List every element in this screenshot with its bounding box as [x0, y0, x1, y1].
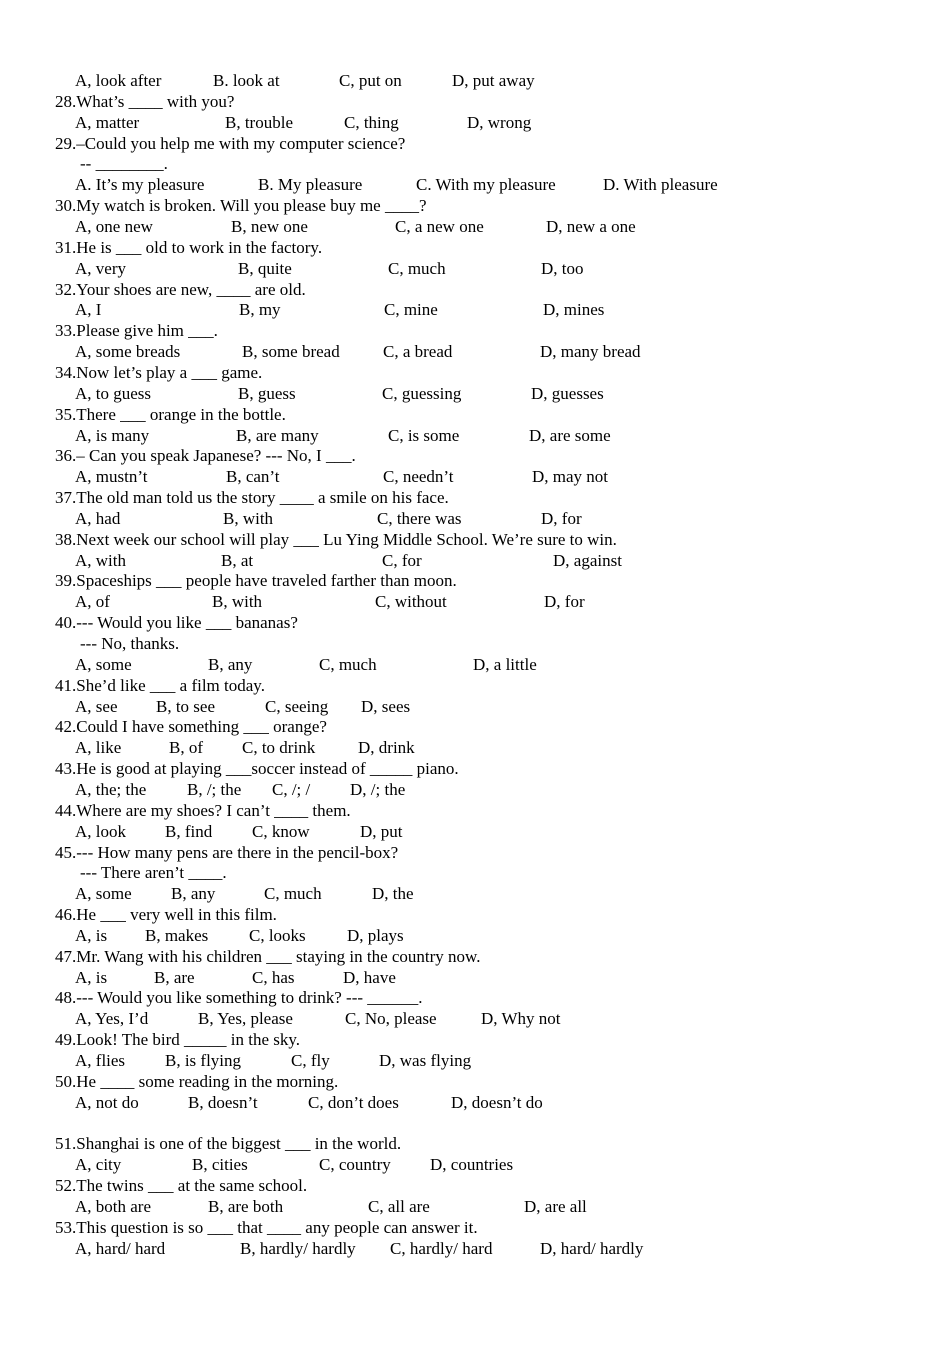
answer-options — [0, 654, 950, 675]
answer-option: B, with — [212, 592, 263, 612]
answer-option: A, both are — [75, 1196, 152, 1216]
answer-option: B, find — [165, 821, 213, 841]
answer-option: C, to drink — [242, 738, 316, 758]
answer-options — [0, 299, 950, 320]
answer-options — [0, 216, 950, 237]
question-stem: 31.He is ___ old to work in the factory. — [55, 237, 323, 257]
answer-option: D, are all — [524, 1196, 587, 1216]
answer-option: B, at — [221, 550, 254, 570]
answer-option: D, mines — [543, 300, 605, 320]
answer-options — [0, 967, 950, 988]
answer-option: A, had — [75, 508, 121, 528]
answer-option: B, are — [154, 967, 195, 987]
answer-option: C, seeing — [265, 696, 329, 716]
question-stem: 51.Shanghai is one of the biggest ___ in the world. — [55, 1134, 402, 1154]
answer-options — [0, 1238, 950, 1259]
answer-option: C. With my pleasure — [416, 175, 556, 195]
answer-option: C, put on — [339, 71, 402, 90]
answer-option: D, new a one — [546, 217, 636, 236]
question-stem: 41.She’d like ___ a film today. — [55, 675, 265, 695]
answer-option: A, of — [75, 592, 110, 612]
answer-options — [0, 883, 950, 904]
question-stem: 52.The twins ___ at the same school. — [55, 1176, 308, 1196]
answer-option: D, Why not — [481, 1009, 561, 1029]
answer-options — [0, 258, 950, 279]
answer-option: B, is flying — [165, 1051, 242, 1070]
answer-option: C, mine — [384, 300, 438, 320]
answer-option: C, is some — [388, 425, 460, 445]
answer-option: A, Yes, I’d — [75, 1009, 149, 1029]
answer-options — [0, 591, 950, 612]
question-stem: 50.He ____ some reading in the morning. — [55, 1071, 339, 1091]
question-stem: 37.The old man told us the story ____ a smile on his face. — [55, 488, 449, 507]
answer-option: D, sees — [361, 696, 411, 716]
answer-options — [0, 737, 950, 758]
question-stem: 43.He is good at playing ___soccer instead of _____ piano. — [55, 759, 459, 779]
question-stem: 44.Where are my shoes? I can’t ____ them. — [55, 800, 351, 820]
question-stem: 48.--- Would you like something to drink? --- ______. — [55, 988, 423, 1008]
answer-option: A, some breads — [75, 342, 181, 362]
question-stem: 47.Mr. Wang with his children ___ staying in the country now. — [55, 946, 481, 966]
answer-option: D, may not — [532, 467, 609, 487]
answer-options — [0, 1196, 950, 1217]
answer-option: D, hard/ hardly — [540, 1238, 644, 1258]
answer-option: B, of — [169, 738, 203, 758]
answer-options — [0, 821, 950, 842]
question-stem: 42.Could I have something ___ orange? — [55, 717, 327, 737]
answer-option: A, is — [75, 925, 108, 945]
answer-option: D, for — [541, 508, 582, 528]
answer-option: A, I — [75, 300, 102, 320]
answer-options — [0, 341, 950, 362]
answer-option: A, city — [75, 1155, 122, 1175]
answer-options — [0, 466, 950, 487]
answer-option: D, guesses — [531, 383, 604, 403]
answer-option: B, can’t — [226, 467, 280, 487]
answer-option: D, a little — [473, 654, 537, 674]
answer-option: B, some bread — [242, 342, 340, 362]
answer-options — [0, 1008, 950, 1029]
answer-option: C, there was — [377, 508, 462, 528]
answer-options — [0, 174, 950, 195]
answer-option: C, a new one — [395, 217, 484, 236]
answer-option: B, to see — [156, 696, 216, 716]
answer-option: C, country — [319, 1155, 391, 1175]
answer-option: D, too — [541, 258, 584, 278]
answer-options — [0, 696, 950, 717]
dialogue-line: --- No, thanks. — [80, 634, 180, 653]
answer-option: A, look — [75, 821, 126, 841]
answer-option: A, see — [75, 696, 118, 716]
answer-options — [0, 779, 950, 800]
answer-option: C, has — [252, 967, 295, 987]
question-stem: 40.--- Would you like ___ bananas? — [55, 613, 298, 633]
answer-option: A, mustn’t — [75, 467, 148, 487]
question-stem: 29.–Could you help me with my computer science? — [55, 133, 406, 153]
question-stem: 33.Please give him ___. — [55, 321, 218, 341]
answer-option: D, for — [544, 592, 585, 612]
answer-option: D, are some — [529, 425, 611, 445]
answer-option: D, the — [372, 884, 414, 904]
answer-option: B, doesn’t — [188, 1092, 258, 1112]
answer-option: A, not do — [75, 1092, 139, 1112]
answer-options — [0, 925, 950, 946]
answer-options — [0, 508, 950, 529]
answer-option: D, /; the — [350, 779, 406, 799]
answer-options — [0, 112, 950, 133]
answer-option: D, doesn’t do — [451, 1092, 543, 1112]
answer-option: A, flies — [75, 1051, 126, 1070]
answer-options — [0, 1154, 950, 1175]
answer-option: C, /; / — [272, 779, 311, 799]
answer-option: D, wrong — [467, 112, 532, 132]
answer-option: A, to guess — [75, 383, 152, 403]
answer-option: A, very — [75, 258, 126, 278]
question-stem: 28.What’s ____ with you? — [55, 91, 235, 111]
answer-option: D, put — [360, 821, 403, 841]
question-stem: 45.--- How many pens are there in the pencil-box? — [55, 842, 399, 862]
answer-option: A, hard/ hard — [75, 1238, 166, 1258]
answer-option: B, hardly/ hardly — [240, 1238, 356, 1258]
answer-option: A, matter — [75, 112, 140, 132]
answer-option: D. With pleasure — [603, 175, 718, 195]
answer-option: A, is many — [75, 425, 150, 445]
dialogue-line: --- There aren’t ____. — [80, 863, 227, 883]
answer-options — [0, 1092, 950, 1113]
question-stem: 53.This question is so ___ that ____ any people can answer it. — [55, 1217, 478, 1237]
question-stem: 39.Spaceships ___ people have traveled farther than moon. — [55, 571, 457, 591]
answer-option: B. look at — [213, 71, 280, 90]
answer-option: C, hardly/ hard — [390, 1238, 493, 1258]
answer-option: B, guess — [238, 383, 296, 403]
question-stem: 34.Now let’s play a ___ game. — [55, 362, 263, 382]
answer-option: D, against — [553, 550, 622, 570]
answer-option: A, look after — [75, 71, 162, 90]
answer-option: D, put away — [452, 71, 535, 90]
dialogue-line: -- ________. — [80, 154, 168, 174]
answer-option: B, trouble — [225, 112, 293, 132]
answer-option: B, quite — [238, 258, 292, 278]
question-stem: 35.There ___ orange in the bottle. — [55, 404, 286, 424]
answer-option: B, Yes, please — [198, 1009, 293, 1029]
answer-option: B, my — [239, 300, 281, 320]
answer-option: A, is — [75, 967, 108, 987]
answer-option: C, needn’t — [383, 467, 454, 487]
answer-option: D, many bread — [540, 342, 641, 362]
answer-option: C, a bread — [383, 342, 453, 362]
answer-option: D, drink — [358, 738, 415, 758]
answer-option: B, any — [208, 654, 253, 674]
answer-option: C, all are — [368, 1196, 430, 1216]
answer-option: C, guessing — [382, 383, 462, 403]
answer-option: D, plays — [347, 925, 404, 945]
answer-option: B, /; the — [187, 779, 242, 799]
question-stem: 46.He ___ very well in this film. — [55, 905, 277, 924]
answer-option: A, with — [75, 550, 126, 570]
answer-option: C, know — [252, 821, 310, 841]
answer-option: A, some — [75, 884, 132, 904]
answer-options — [0, 1050, 950, 1071]
answer-option: C, looks — [249, 925, 306, 945]
answer-option: B, new one — [231, 217, 308, 236]
answer-option: C, without — [375, 592, 447, 612]
answer-option: B, any — [171, 884, 216, 904]
answer-option: A, some — [75, 654, 132, 674]
answer-options — [0, 383, 950, 404]
answer-option: B, are both — [208, 1196, 284, 1216]
answer-option: B, are many — [236, 425, 319, 445]
answer-option: A. It’s my pleasure — [75, 175, 205, 195]
answer-option: B, cities — [192, 1155, 248, 1175]
answer-option: C, fly — [291, 1051, 330, 1070]
answer-option: D, was flying — [379, 1051, 472, 1070]
answer-option: C, don’t does — [308, 1092, 399, 1112]
answer-option: C, thing — [344, 112, 399, 132]
answer-option: B. My pleasure — [258, 175, 363, 195]
answer-option: A, the; the — [75, 779, 147, 799]
answer-option: C, much — [264, 884, 322, 904]
answer-options — [0, 550, 950, 571]
question-stem: 36.– Can you speak Japanese? --- No, I ___. — [55, 446, 356, 466]
answer-option: C, much — [319, 654, 377, 674]
answer-option: B, with — [223, 508, 274, 528]
answer-options — [0, 425, 950, 446]
answer-option: A, like — [75, 738, 122, 758]
answer-option: A, one new — [75, 217, 153, 236]
question-stem: 38.Next week our school will play ___ Lu Ying Middle School. We’re sure to win. — [55, 529, 617, 549]
answer-options — [0, 70, 950, 91]
answer-option: B, makes — [145, 925, 209, 945]
question-stem: 30.My watch is broken. Will you please buy me ____? — [55, 196, 427, 216]
answer-option: C, for — [382, 550, 422, 570]
answer-option: D, countries — [430, 1155, 514, 1175]
answer-option: C, No, please — [345, 1009, 437, 1029]
question-stem: 49.Look! The bird _____ in the sky. — [55, 1030, 301, 1050]
question-stem: 32.Your shoes are new, ____ are old. — [55, 279, 306, 299]
answer-option: D, have — [343, 967, 396, 987]
answer-option: C, much — [388, 258, 446, 278]
